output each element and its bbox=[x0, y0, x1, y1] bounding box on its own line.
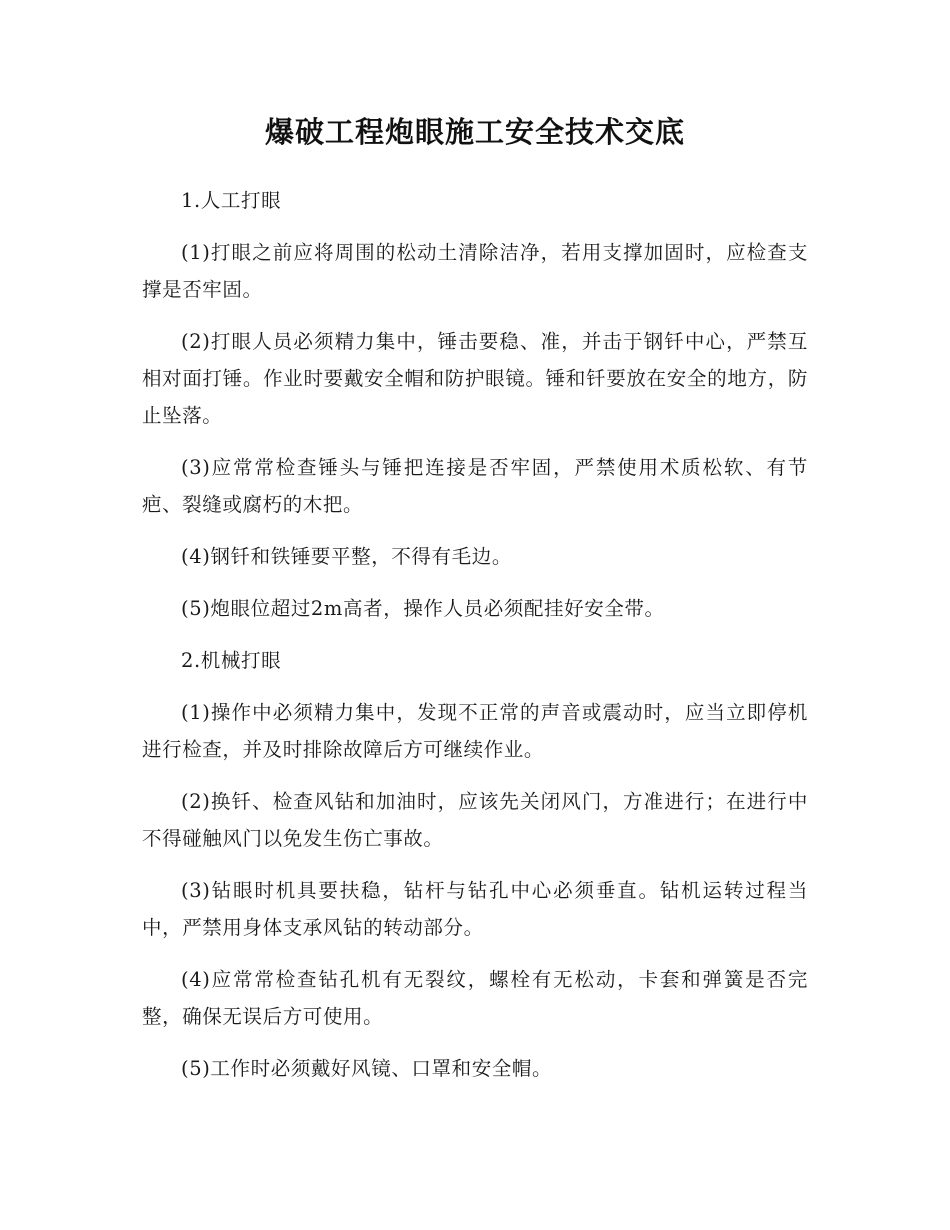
paragraph: (2)换钎、检查风钻和加油时，应该先关闭风门，方准进行；在进行中不得碰触风门以免发生伤亡事故。 bbox=[142, 790, 808, 850]
paragraph: (5)工作时必须戴好风镜、口罩和安全帽。 bbox=[181, 1057, 553, 1080]
paragraph: (4)钢钎和铁锤要平整，不得有毛边。 bbox=[181, 545, 512, 568]
document-page bbox=[142, 110, 808, 1102]
paragraph: (5)炮眼位超过2m高者，操作人员必须配挂好安全带。 bbox=[181, 597, 665, 620]
paragraph: (4)应常常检查钻孔机有无裂纹，螺栓有无松动，卡套和弹簧是否完整，确保无误后方可使用。 bbox=[142, 968, 808, 1028]
document-title: 爆破工程炮眼施工安全技术交底 bbox=[264, 115, 685, 149]
paragraph: (3)钻眼时机具要扶稳，钻杆与钻孔中心必须垂直。钻机运转过程当中，严禁用身体支承风钻的转动部分。 bbox=[142, 879, 808, 939]
section-heading-mechanical-drilling: 2.机械打眼 bbox=[181, 649, 282, 672]
paragraph: (1)操作中必须精力集中，发现不正常的声音或震动时，应当立即停机进行检查，并及时排除故障后方可继续作业。 bbox=[142, 701, 808, 761]
paragraph: (1)打眼之前应将周围的松动土清除洁净，若用支撑加固时，应检查支撑是否牢固。 bbox=[142, 241, 808, 301]
section-heading-manual-drilling: 1.人工打眼 bbox=[181, 189, 282, 212]
paragraph: (2)打眼人员必须精力集中，锤击要稳、准，并击于钢钎中心，严禁互相对面打锤。作业时要戴安全帽和防护眼镜。锤和钎要放在安全的地方，防止坠落。 bbox=[142, 330, 808, 427]
paragraph: (3)应常常检查锤头与锤把连接是否牢固，严禁使用术质松软、有节疤、裂缝或腐朽的木把。 bbox=[142, 456, 808, 516]
